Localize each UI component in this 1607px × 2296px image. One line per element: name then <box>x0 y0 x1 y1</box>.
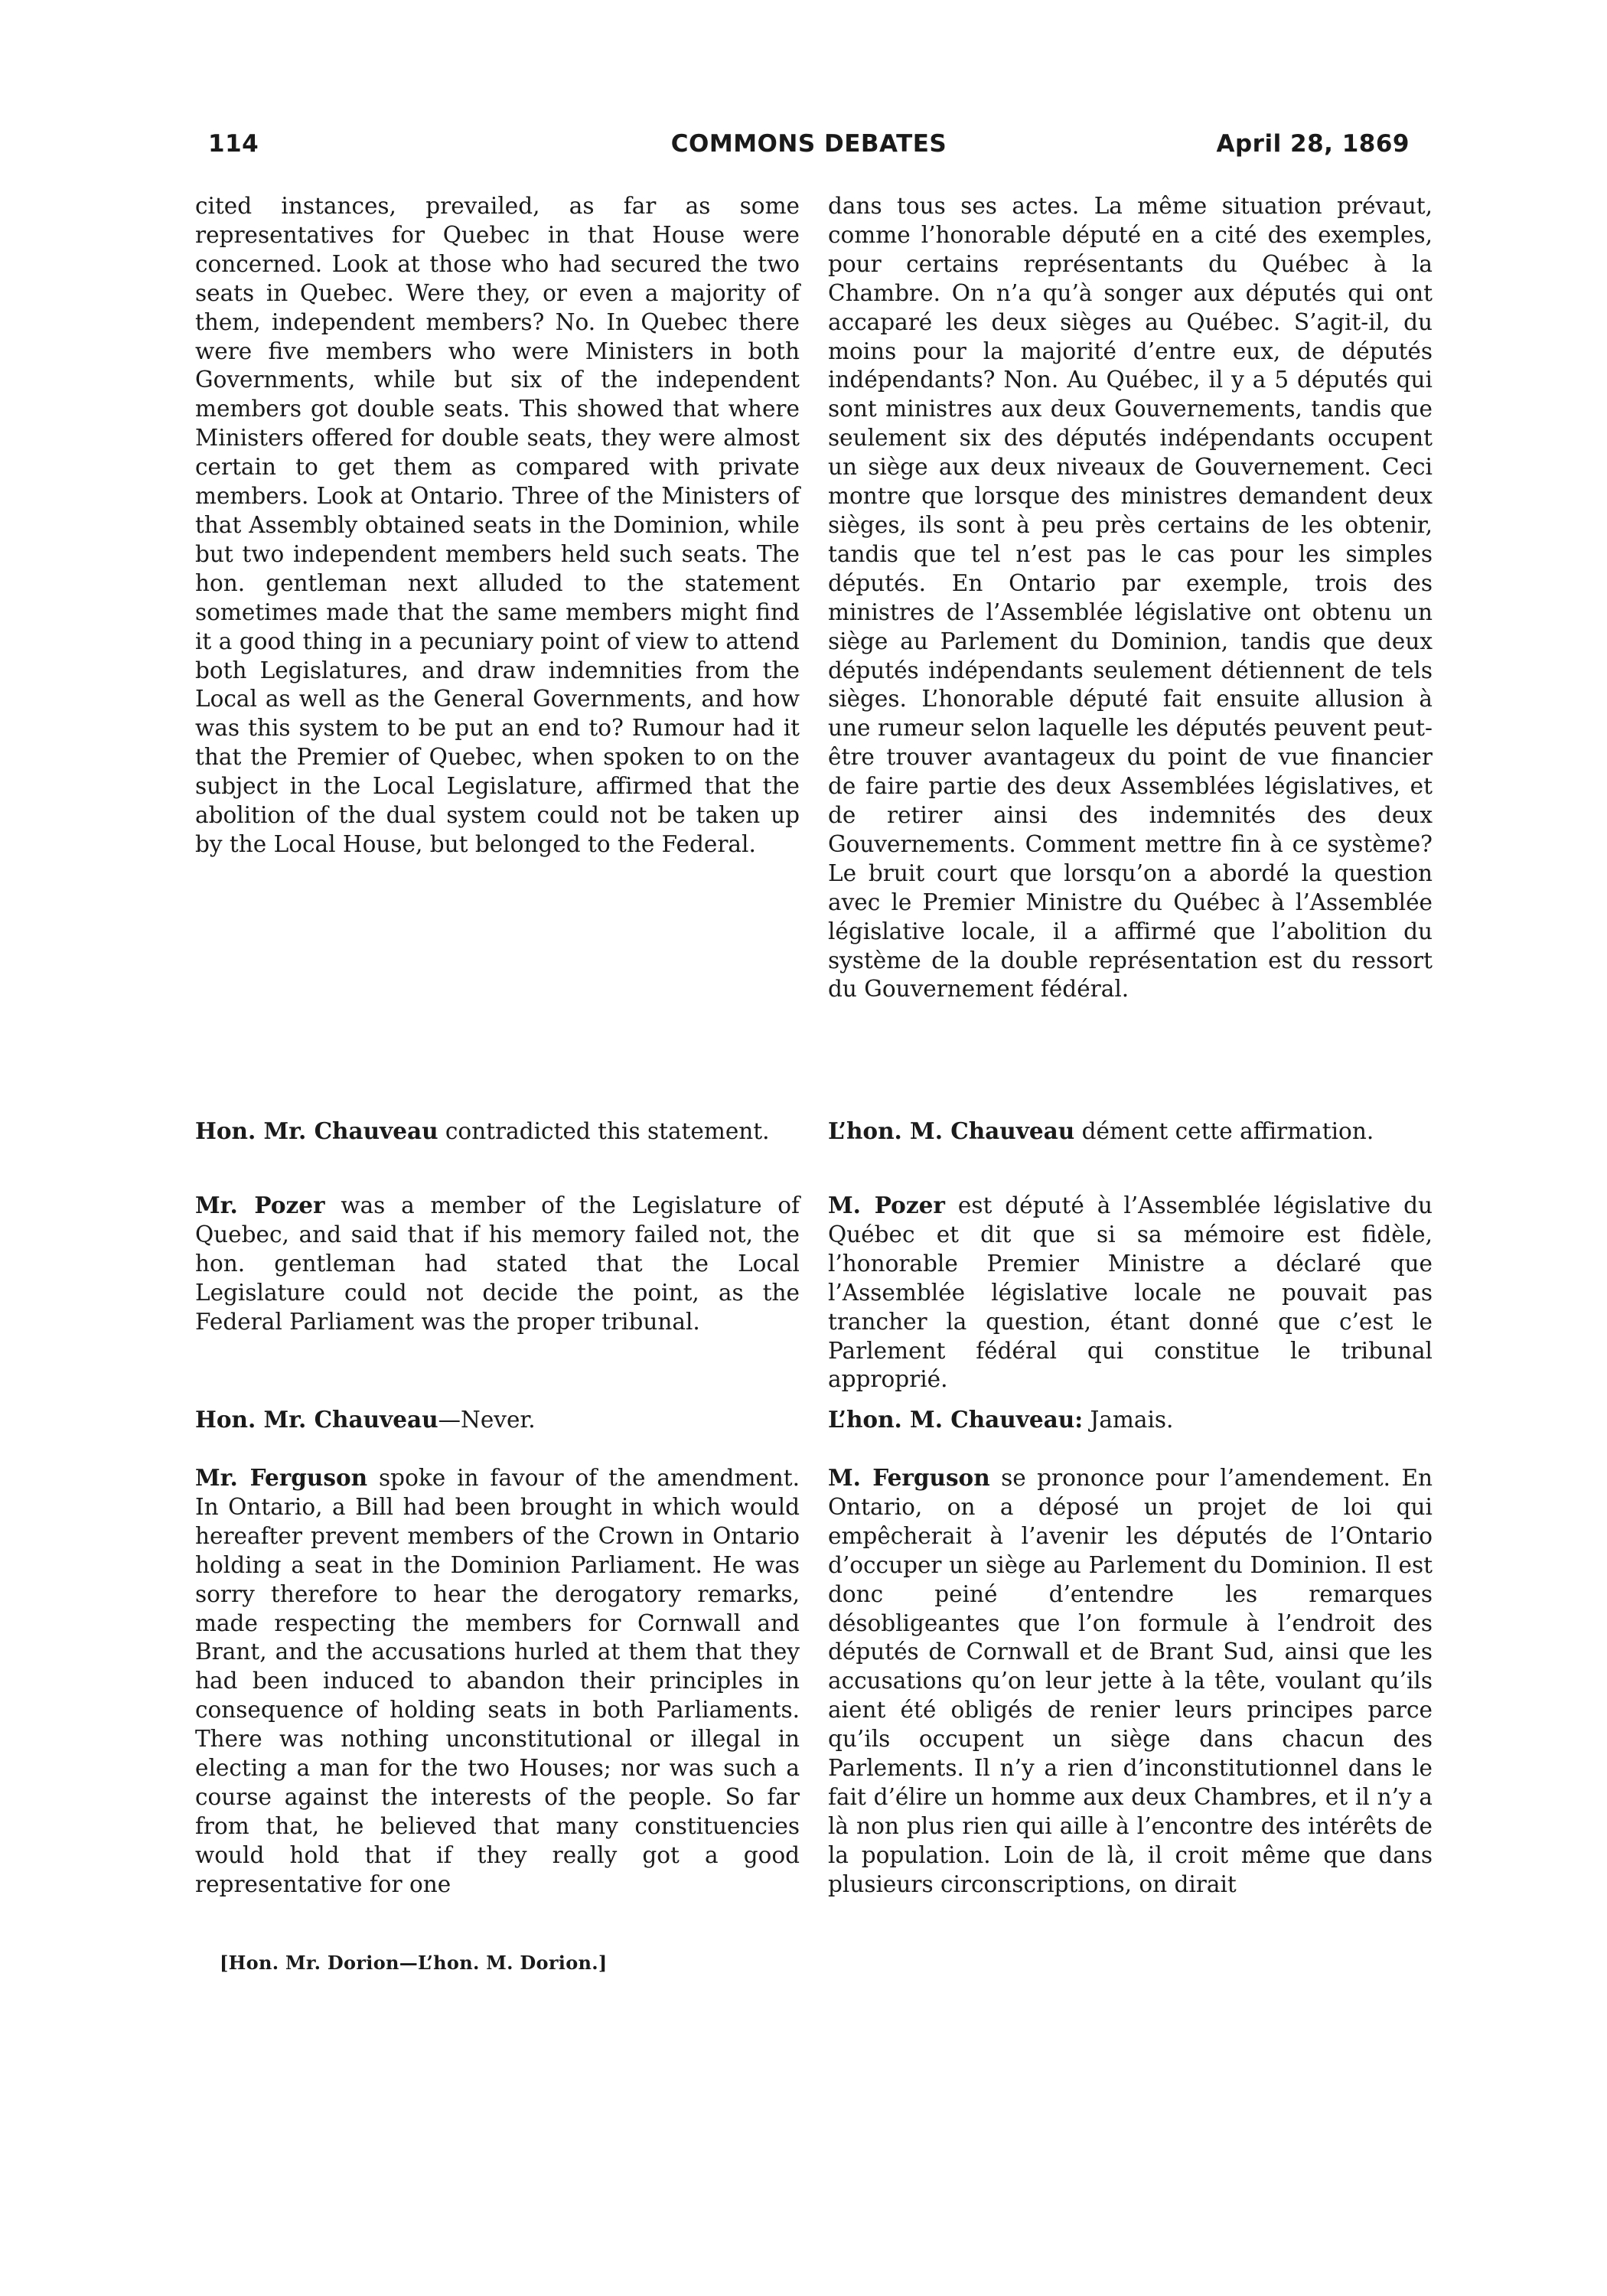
french-paragraph-2 <box>828 1117 1433 1146</box>
speech-text: contradicted this statement. <box>438 1118 770 1144</box>
speaker-name: Hon. Mr. Chauveau <box>195 1406 438 1433</box>
english-paragraph-3 <box>195 1191 800 1337</box>
publication-title: COMMONS DEBATES <box>670 130 947 158</box>
english-paragraph-4 <box>195 1405 800 1435</box>
speech-text: Jamais. <box>1083 1407 1174 1433</box>
session-date: April 28, 1869 <box>1216 130 1410 158</box>
english-paragraph-5 <box>195 1463 800 1900</box>
speech-text: est député à l’Assemblée législative du Québec et dit que si sa mémoire est fidèle, l’honorable Premier Ministre a déclaré que l’Assemblée législative locale ne pouvait pas trancher la question, étant donné que c’est le Parlement fédéral qui constitue le tribunal approprié. <box>828 1192 1433 1393</box>
speech-text: —Never. <box>438 1407 536 1433</box>
english-paragraph-1: cited instances, prevailed, as far as some representatives for Quebec in that House were concerned. Look at those who had secured the two seats in Quebec. Were they, or even a majority of them, independent members? No. In Quebec there were five members who were Ministers in both Governments, while but six of the independent members got double seats. This showed that where Ministers offered for double seats, they were almost certain to get them as compared with private members. Look at Ontario. Three of the Ministers of that Assembly obtained seats in the Dominion, while but two independent members held such seats. The hon. gentleman next alluded to the statement sometimes made that the same members might find it a good thing in a pecuniary point of view to attend both Legislatures, and draw indemnities from the Local as well as the General Governments, and how was this system to be put an end to? Rumour had it that the Premier of Quebec, when spoken to on the subject in the Local Legislature, affirmed that the abolition of the dual system could not be taken up by the Local House, but belonged to the Federal. <box>195 193 800 857</box>
speaker-name: M. Pozer <box>828 1192 945 1218</box>
speaker-name: L’hon. M. Chauveau <box>828 1117 1075 1144</box>
french-paragraph-5 <box>828 1463 1433 1900</box>
english-paragraph-2 <box>195 1117 800 1146</box>
speech-text: spoke in favour of the amendment. In Ontario, a Bill had been brought in which would hereafter prevent members of the Crown in Ontario holding a seat in the Dominion Parliament. He was sorry therefore to hear the derogatory remarks, made respecting the members for Cornwall and Brant, and the accusations hurled at them that they had been induced to abandon their principles in consequence of holding seats in both Parliaments. There was nothing unconstitutional or illegal in electing a man for the two Houses; nor was such a course against the interests of the people. So far from that, he believed that many constituencies would hold that if they really got a good representative for one <box>195 1465 800 1897</box>
french-paragraph-4 <box>828 1405 1433 1435</box>
speaker-name: L’hon. M. Chauveau: <box>828 1406 1084 1433</box>
page-header <box>208 130 1410 165</box>
french-paragraph-1: dans tous ses actes. La même situation prévaut, comme l’honorable député en a cité des exemples, pour certains représentants du Québec à la Chambre. On n’a qu’à songer aux députés qui ont accaparé les deux sièges au Québec. S’agit-il, du moins pour la majorité d’entre eux, de députés indépendants? Non. Au Québec, il y a 5 députés qui sont ministres aux deux Gouvernements, tandis que seulement six des députés indépendants occupent un siège aux deux niveaux de Gouvernement. Ceci montre que lorsque des ministres demandent deux sièges, ils sont à peu près certains de les obtenir, tandis que tel n’est pas le cas pour les simples députés. En Ontario par exemple, trois des ministres de l’Assemblée législative ont obtenu un siège au Parlement du Dominion, tandis que deux députés indépendants seulement détiennent de tels sièges. L’honorable député fait ensuite allusion à une rumeur selon laquelle les députés peuvent peut-être trouver avantageux du point de vue financier de faire partie des deux Assemblées législatives, et de retirer ainsi des indemnités des deux Gouvernements. Comment mettre fin à ce système? Le bruit court que lorsqu’on a abordé la question avec le Premier Ministre du Québec à l’Assemblée législative locale, il a affirmé que l’abolition du système de la double représentation est du ressort du Gouvernement fédéral. <box>828 193 1433 1003</box>
speaker-name: Hon. Mr. Chauveau <box>195 1117 438 1144</box>
speaker-name: Mr. Ferguson <box>195 1464 368 1491</box>
speech-text: was a member of the Legislature of Quebec, and said that if his memory failed not, the hon. gentleman had stated that the Local Legislature could not decide the point, as the Federal Parliament was the proper tribunal. <box>195 1192 800 1335</box>
speaker-name: Mr. Pozer <box>195 1192 325 1218</box>
speaker-name: M. Ferguson <box>828 1464 990 1491</box>
speech-text: se prononce pour l’amendement. En Ontario, on a déposé un projet de loi qui empêcherait à l’avenir les députés de l’Ontario d’occuper un siège au Parlement du Dominion. Il est donc peiné d’entendre les remarques désobligeantes que l’on formule à l’endroit des députés de Cornwall et de Brant Sud, ainsi que les accusations qu’on leur jette à la tête, voulant qu’ils aient été obligés de renier leurs principes parce qu’ils occupent un siège dans chacun des Parlements. Il n’y a rien d’inconstitutionnel dans le fait d’élire un homme aux deux Chambres, et il n’y a là non plus rien qui aille à l’encontre des intérêts de la population. Loin de là, il croit même que dans plusieurs circonscriptions, on dirait <box>828 1465 1433 1897</box>
page-number: 114 <box>208 130 259 158</box>
french-paragraph-3 <box>828 1191 1433 1394</box>
page-footer-speaker-reference: [Hon. Mr. Dorion—L’hon. M. Dorion.] <box>220 1952 608 1974</box>
speech-text: dément cette affirmation. <box>1074 1118 1374 1144</box>
